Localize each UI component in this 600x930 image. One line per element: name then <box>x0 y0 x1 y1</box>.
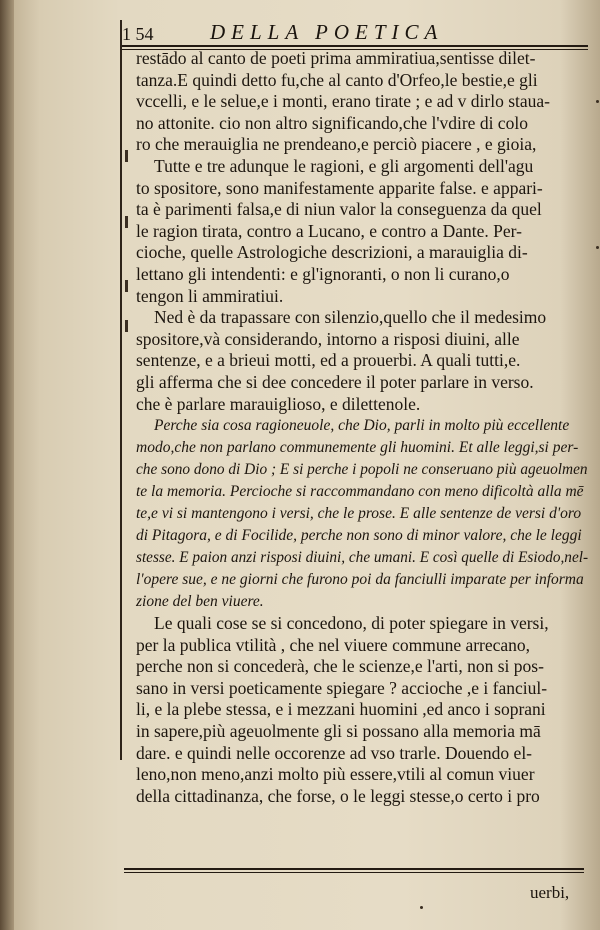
page-header <box>118 18 586 44</box>
text-line: della cittadinanza, che forse, o le leggi stesse,o certo i pro <box>136 785 540 806</box>
text-line: spositore,và considerando, intorno a risposi diuini, alle <box>136 328 520 349</box>
footer-rule-thin <box>124 872 584 873</box>
margin-mark <box>125 320 128 332</box>
text-line: le ragion tirata, contro a Lucano, e contro a Dante. Per- <box>136 220 522 241</box>
text-line: di Pitagora, e di Focilide, perche non sono di minor valore, che le leggi <box>136 527 582 545</box>
text-line: zione del ben viuere. <box>136 593 264 611</box>
text-line: restādo al canto de poeti prima ammiratiua,sentisse dilet- <box>136 48 536 68</box>
text-line: perche non si concederà, che le scienze,e l'arti, non si pos- <box>136 656 544 677</box>
text-line: stesse. E paion anzi risposi diuini, che umani. E così quelle di Esiodo,nel- <box>136 549 589 567</box>
text-line: ro che merauiglia ne prendeano,e perciò piacere , e gioia, <box>136 134 537 155</box>
text-line: tengon li ammiratiui. <box>136 285 284 306</box>
text-line: te la memoria. Percioche si raccommandano con meno dificoltà alla mē <box>136 483 584 501</box>
text-line: lettano gli intendenti: e gl'ignoranti, o non li curano,o <box>136 263 510 284</box>
text-line: gli afferma che si dee concedere il poter parlare in verso. <box>136 371 534 392</box>
page-number: 1 54 <box>122 24 154 44</box>
text-line: che è parlare marauiglioso, e dilettenole. <box>136 393 421 414</box>
margin-mark <box>125 280 128 292</box>
text-line: Tutte e tre adunque le ragioni, e gli argomenti dell'agu <box>154 155 534 176</box>
ink-speck <box>420 906 423 909</box>
header-rule <box>122 45 588 47</box>
text-line: sano in versi poeticamente spiegare ? accioche ,e i fanciul- <box>136 677 548 698</box>
margin-mark <box>125 216 128 228</box>
text-line: l'opere sue, e ne giorni che furono poi da fanciulli imparate per informa <box>136 571 584 589</box>
footer-rule <box>124 868 584 870</box>
margin-mark <box>125 150 128 162</box>
text-line: Perche sia cosa ragioneuole, che Dio, parli in molto più eccellente <box>154 417 570 435</box>
text-line: no attonite. cio non altro significando,che l'vdire di colo <box>136 112 528 133</box>
running-head: DELLA POETICA <box>210 20 444 44</box>
text-line: dare. e quindi nelle occorenze ad vso trarle. Douendo el- <box>136 742 533 763</box>
book-spine <box>0 0 14 930</box>
text-line: to spositore, sono manifestamente apparite false. e appari- <box>136 177 543 198</box>
text-line: modo,che non parlano communemente gli huomini. Et alle leggi,si per- <box>136 439 579 457</box>
text-line: che sono dono di Dio ; E si perche i popoli ne conseruano più ageuolmen <box>136 461 588 479</box>
text-line: te,e vi si mantengono i versi, che le prose. E alle sentenze de versi d'oro <box>136 505 582 523</box>
text-line: Ned è da trapassare con silenzio,quello che il medesimo <box>154 307 547 328</box>
text-line: in sapere,più ageuolmente gli si possano alla memoria mā <box>136 721 541 742</box>
left-margin-rule <box>120 20 122 760</box>
ink-speck <box>596 246 599 249</box>
text-line: sentenze, e a brieui motti, ed a prouerbi. A quali tutti,e. <box>136 350 521 371</box>
text-line: tanza.E quindi detto fu,che al canto d'Orfeo,le bestie,e gli <box>136 69 538 90</box>
text-line: cioche, quelle Astrologiche descrizioni, a marauiglia di- <box>136 242 528 263</box>
text-line: Le quali cose se si concedono, di poter spiegare in versi, <box>154 613 549 634</box>
body-text <box>136 48 588 807</box>
text-line: leno,non meno,anzi molto più essere,vtili al comun viuer <box>136 764 535 785</box>
ink-speck <box>596 100 599 103</box>
catchword: uerbi, <box>530 883 570 902</box>
text-line: vccelli, e le selue,e i monti, erano tirate ; e ad v dirlo staua- <box>136 91 551 112</box>
text-line: per la publica vtilità , che nel viuere commune arrecano, <box>136 634 531 655</box>
text-line: li, e la plebe stessa, e i mezzani huomini ,ed anco i soprani <box>136 699 546 720</box>
text-line: ta è parimenti falsa,e di niun valor la conseguenza da quel <box>136 199 542 220</box>
